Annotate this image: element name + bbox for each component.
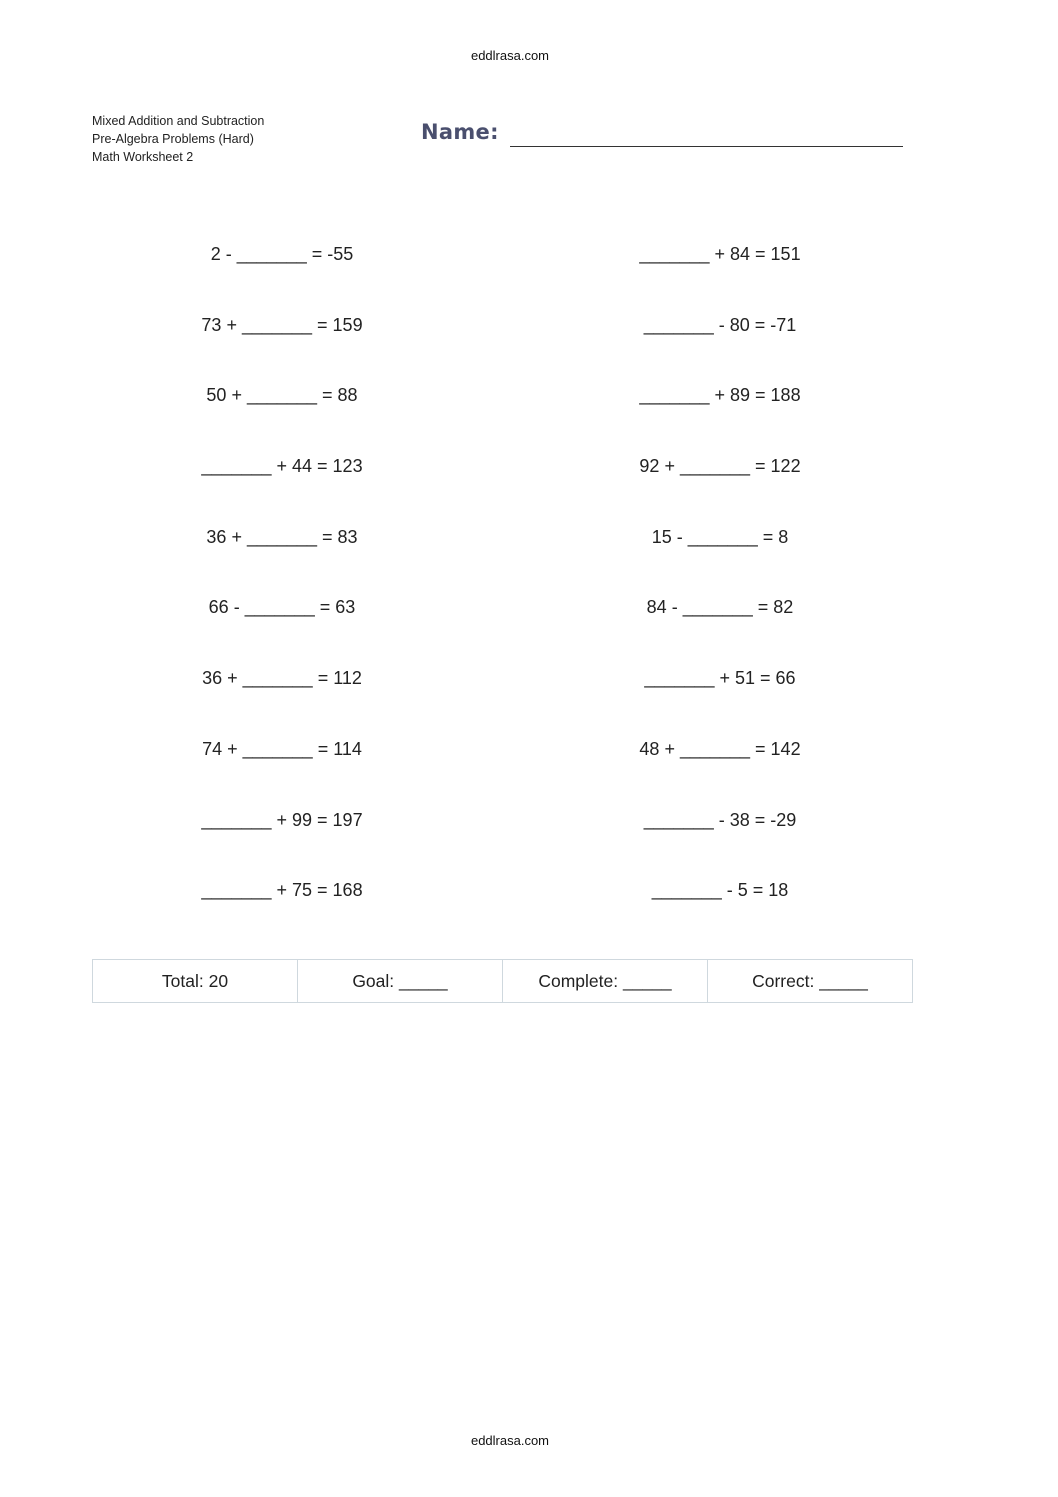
problem-right: _______ - 80 = -71	[643, 314, 797, 335]
site-url-footer: eddlrasa.com	[470, 1433, 550, 1448]
worksheet-title-line: Pre-Algebra Problems (Hard)	[92, 132, 254, 146]
name-line	[510, 146, 903, 147]
problem-left: 73 + _______ = 159	[201, 314, 363, 335]
problem-right: 15 - _______ = 8	[651, 526, 789, 547]
problem-grid	[0, 244, 1058, 951]
summary-total: Total: 20	[93, 960, 298, 1002]
summary-goal: Goal: _____	[298, 960, 503, 1002]
problem-right: _______ - 5 = 18	[651, 880, 789, 901]
worksheet-title	[92, 112, 264, 166]
problem-row	[0, 810, 1058, 881]
problem-right: 48 + _______ = 142	[639, 738, 801, 759]
summary-table	[92, 959, 913, 1003]
problem-row	[0, 527, 1058, 598]
worksheet-title-line: Mixed Addition and Subtraction	[92, 114, 265, 128]
problem-row	[0, 385, 1058, 456]
problem-row	[0, 880, 1058, 951]
problem-row	[0, 456, 1058, 527]
summary-complete: Complete: _____	[503, 960, 708, 1002]
problem-row	[0, 668, 1058, 739]
problem-left: _______ + 44 = 123	[201, 456, 363, 477]
problem-left: _______ + 75 = 168	[201, 880, 363, 901]
worksheet-title-line: Math Worksheet 2	[92, 150, 194, 164]
problem-right: _______ + 89 = 188	[639, 385, 801, 406]
problem-right: _______ + 84 = 151	[639, 244, 801, 264]
problem-left: 66 - _______ = 63	[208, 597, 356, 618]
problem-left: 74 + _______ = 114	[202, 738, 362, 759]
problem-left: 36 + _______ = 112	[202, 668, 362, 689]
problem-row	[0, 315, 1058, 386]
problem-right: _______ + 51 = 66	[644, 668, 796, 689]
summary-correct: Correct: _____	[752, 970, 868, 991]
problem-left: 36 + _______ = 83	[206, 526, 358, 547]
problem-row	[0, 597, 1058, 668]
problem-right: 92 + _______ = 122	[639, 456, 801, 477]
name-label: Name:	[421, 120, 499, 144]
problem-left: 2 - _______ = -55	[210, 244, 354, 264]
problem-left: _______ + 99 = 197	[201, 809, 363, 830]
site-url-header: eddlrasa.com	[470, 48, 550, 63]
problem-row	[0, 244, 1058, 315]
problem-right: _______ - 38 = -29	[643, 809, 797, 830]
problem-right: 84 - _______ = 82	[646, 597, 794, 618]
problem-row	[0, 739, 1058, 810]
problem-left: 50 + _______ = 88	[206, 385, 358, 406]
